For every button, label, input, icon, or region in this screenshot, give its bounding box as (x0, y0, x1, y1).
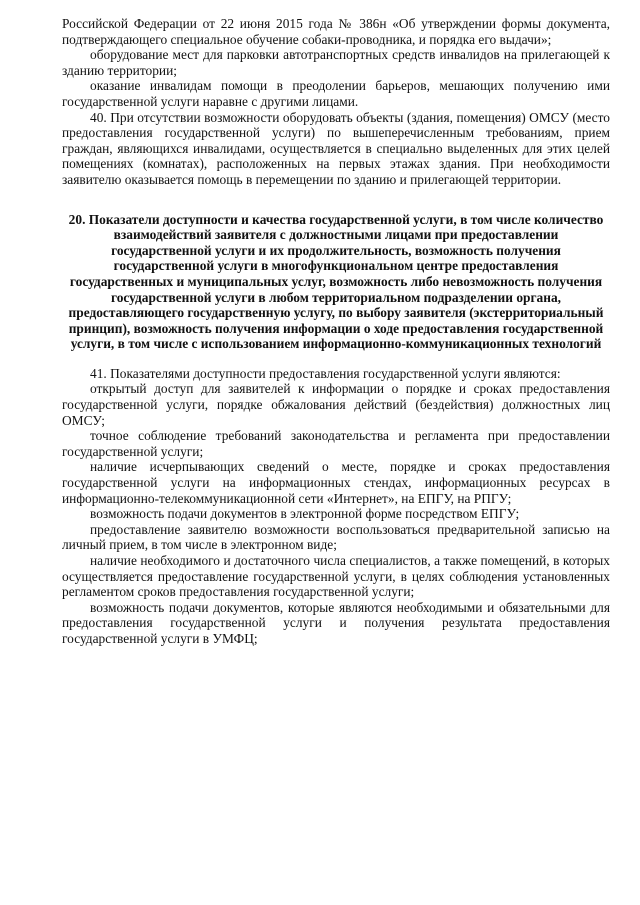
document-page (62, 16, 610, 647)
paragraph-regulation-reference: Российской Федерации от 22 июня 2015 года № 386н «Об утверждении формы документа, подтверждающего специальное обучение собаки-проводника, и порядка его выдачи»; (62, 16, 610, 47)
section-heading-20: 20. Показатели доступности и качества государственной услуги, в том числе количество взаимодействий заявителя с должностными лицами при предоставлении государственной услуги и их продолжительность, возможность получения государственной услуги в многофункциональном центре предоставления государственных и муниципальных услуг, возможность либо невозможность получения государственной услуги в любом территориальном подразделении органа, предоставляющего государственную услугу, по выбору заявителя (экстерриториальный принцип), возможность получения информации о ходе предоставления государственной услуги, в том числе с использованием информационно-коммуникационных технологий (68, 211, 604, 352)
list-item-compliance: точное соблюдение требований законодательства и регламента при предоставлении государственной услуги; (62, 428, 610, 459)
list-item-pre-registration: предоставление заявителю возможности воспользоваться предварительной записью на личный прием, в том числе в электронном виде; (62, 521, 610, 553)
list-item-open-access: открытый доступ для заявителей к информации о порядке и сроках предоставления государственной услуги, порядке обжалования действий (бездействия) должностных лиц ОМСУ; (62, 381, 610, 428)
paragraph-assistance: оказание инвалидам помощи в преодолении барьеров, мешающих получению ими государственной услуги наравне с другими лицами. (62, 78, 610, 109)
paragraph-41: 41. Показателями доступности предоставления государственной услуги являются: (90, 365, 561, 381)
paragraph-parking: оборудование мест для парковки автотранспортных средств инвалидов на прилегающей к зданию территории; (62, 47, 610, 78)
list-item-mfc-submission: возможность подачи документов, которые являются необходимыми и обязательными для предоставления государственной услуги и получения результата предоставления государственной услуги в УМФЦ; (62, 599, 610, 646)
list-item-electronic-submission: возможность подачи документов в электронной форме посредством ЕПГУ; (90, 506, 520, 522)
list-item-specialists: наличие необходимого и достаточного числа специалистов, а также помещений, в которых осуществляется предоставление государственной услуги, в целях соблюдения установленных регламентом сроков предоставления государственной услуги; (62, 553, 610, 600)
list-item-information: наличие исчерпывающих сведений о месте, порядке и сроках предоставления государственной услуги на информационных стендах, информационных ресурсах в информационно-телекоммуникационной сети «Интернет», на ЕПГУ, на РПГУ; (62, 459, 610, 506)
paragraph-40: 40. При отсутствии возможности оборудовать объекты (здания, помещения) ОМСУ (место предоставления государственной услуги) по вышеперечисленным требованиям, прием граждан, являющихся инвалидами, осуществляется в специально выделенных для этих целей помещениях (комнатах), расположенных на первых этажах здания. При необходимости заявителю оказывается помощь в перемещении по зданию и прилегающей территории. (62, 109, 610, 187)
